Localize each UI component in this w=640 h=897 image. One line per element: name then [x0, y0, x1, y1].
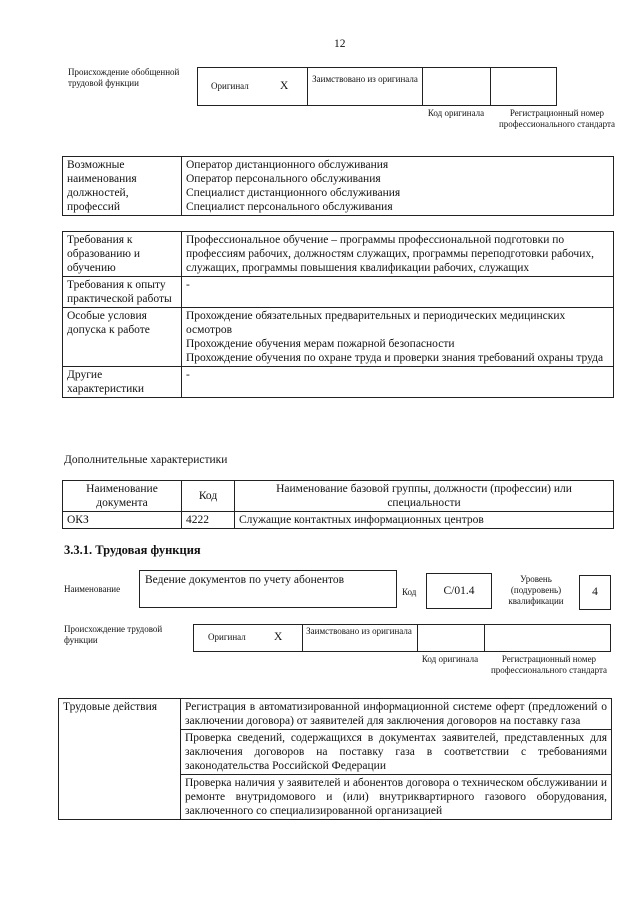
page-number: 12: [334, 38, 346, 50]
action-item: Проверка наличия у заявителей и абонентов договора о техническом обслуживании и ремонте внутридомового и (или) внутриквартирного газового оборудования, заключенного со специализированной организацией: [181, 775, 612, 820]
education-label: Требования к образованию и обучению: [63, 232, 182, 277]
origin-box: [197, 67, 557, 106]
admission-value: [182, 308, 614, 367]
original-mark: X: [280, 80, 289, 92]
qualification-level-label: Уровень (подуровень) квалификации: [508, 574, 564, 606]
experience-value: -: [182, 277, 614, 308]
education-value: Профессиональное обучение – программы профессиональной подготовки по профессиям рабочих, должностям служащих, программы переподготовки рабочих, служащих, программы повышения квалификации рабочих, служащих: [182, 232, 614, 277]
actions-label: Трудовые действия: [59, 699, 181, 820]
other-label: Другие характеристики: [63, 367, 182, 398]
code-original-caption: Код оригинала: [421, 654, 479, 664]
row-code: 4222: [182, 512, 235, 529]
admission-line: Прохождение обязательных предварительных и периодических медицинских осмотров: [186, 310, 566, 336]
origin-label: Происхождение обобщенной трудовой функции: [68, 67, 180, 88]
requirements-table: [62, 231, 614, 398]
qualification-level-value: 4: [579, 575, 611, 610]
reg-number-caption: Регистрационный номер профессионального стандарта: [498, 108, 616, 129]
position-item: Специалист дистанционного обслуживания: [186, 187, 401, 199]
admission-line: Прохождение обучения по охране труда и проверки знания требований охраны труда: [186, 352, 604, 364]
positions-list: [182, 157, 614, 216]
position-item: Оператор персонального обслуживания: [186, 173, 381, 185]
col-name-header: Наименование базовой группы, должности (профессии) или специальности: [235, 481, 614, 512]
admission-label: Особые условия допуска к работе: [63, 308, 182, 367]
original-label: Оригинал: [211, 81, 249, 91]
additional-heading: Дополнительные характеристики: [64, 454, 228, 466]
function-name-value: Ведение документов по учету абонентов: [139, 570, 397, 608]
function-code-label: Код: [402, 587, 417, 597]
action-item: Регистрация в автоматизированной информационной системе оферт (предложений о заключении договора) от заявителей для заключения договоров на поставку газа: [181, 699, 612, 730]
origin-box: [193, 624, 611, 652]
origin-label: Происхождение трудовой функции: [64, 624, 163, 645]
additional-table: [62, 480, 614, 529]
action-item: Проверка сведений, содержащихся в документах заявителей, представленных для заключения договоров на поставку газа в соответствии с требованиями законодательства Российской Федерации: [181, 730, 612, 775]
col-code-header: Код: [182, 481, 235, 512]
function-name-label: Наименование: [64, 584, 121, 594]
positions-label: Возможные наименования должностей, профессий: [63, 157, 182, 216]
position-item: Оператор дистанционного обслуживания: [186, 159, 389, 171]
borrowed-label: Заимствовано из оригинала: [312, 74, 418, 84]
position-item: Специалист персонального обслуживания: [186, 201, 393, 213]
function-heading: 3.3.1. Трудовая функция: [64, 543, 201, 557]
positions-table: [62, 156, 614, 216]
admission-line: Прохождение обучения мерам пожарной безопасности: [186, 338, 455, 350]
original-mark: X: [274, 631, 283, 643]
function-code-value: C/01.4: [426, 573, 492, 609]
code-original-caption: Код оригинала: [427, 108, 485, 118]
row-doc: ОКЗ: [63, 512, 182, 529]
col-doc-header: Наименование документа: [63, 481, 182, 512]
row-name: Служащие контактных информационных центров: [235, 512, 614, 529]
borrowed-label: Заимствовано из оригинала: [306, 626, 412, 636]
other-value: -: [182, 367, 614, 398]
reg-number-caption: Регистрационный номер профессионального стандарта: [490, 654, 608, 675]
actions-table: [58, 698, 612, 820]
experience-label: Требования к опыту практической работы: [63, 277, 182, 308]
original-label: Оригинал: [208, 632, 246, 642]
